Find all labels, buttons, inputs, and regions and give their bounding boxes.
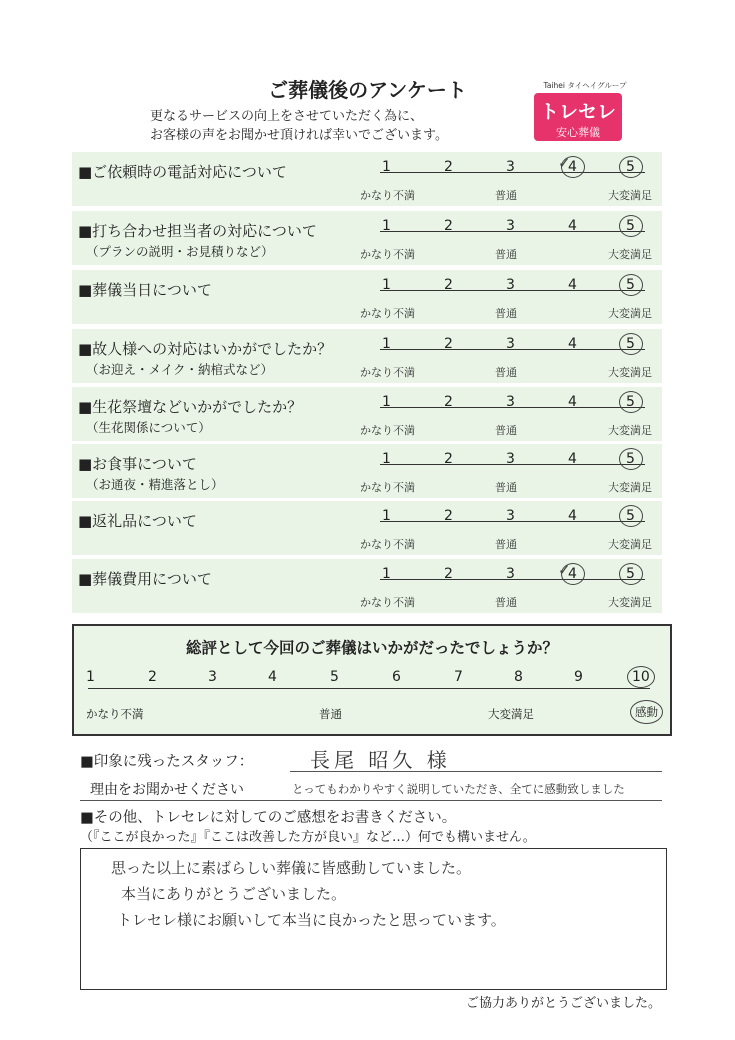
- rating-option-5[interactable]: 5: [626, 394, 635, 410]
- comment-box: [80, 848, 667, 990]
- scale-label-high: 大変満足: [608, 424, 652, 437]
- other-heading: ■その他、トレセレに対してのご感想をお書きください。: [80, 810, 457, 826]
- question-label: ■お食事について: [78, 455, 197, 473]
- question-label: ■生花祭壇などいかがでしたか？: [78, 398, 303, 416]
- rating-option-1[interactable]: 1: [382, 394, 391, 410]
- scale-label-low: かなり不満: [360, 538, 415, 551]
- scale-label-mid: 普通: [495, 189, 517, 202]
- rating-option-4[interactable]: 4: [568, 277, 577, 293]
- question-label: ■ご依頼時の電話対応について: [78, 163, 287, 181]
- question-note: （プランの説明・お見積りなど）: [86, 244, 274, 259]
- scale-label-high: 大変満足: [608, 248, 652, 261]
- overall-label-high: 大変満足: [488, 707, 534, 721]
- brand-logo: [530, 80, 640, 141]
- selected-circle: [619, 215, 643, 237]
- question-row: [72, 387, 662, 441]
- overall-option-1[interactable]: 1: [86, 669, 95, 685]
- scale-label-mid: 普通: [495, 596, 517, 609]
- scale-label-high: 大変満足: [608, 366, 652, 379]
- question-row: [72, 270, 662, 324]
- scale-label-low: かなり不満: [360, 481, 415, 494]
- overall-option-7[interactable]: 7: [454, 669, 463, 685]
- rating-option-3[interactable]: 3: [506, 277, 515, 293]
- question-row: [72, 152, 662, 206]
- staff-underline: [290, 771, 662, 772]
- question-row: [72, 501, 662, 555]
- rating-option-4[interactable]: 4: [568, 336, 577, 352]
- overall-option-10[interactable]: 10: [632, 669, 650, 685]
- question-label: ■打ち合わせ担当者の対応について: [78, 222, 317, 240]
- scale-label-low: かなり不満: [360, 596, 415, 609]
- rating-option-1[interactable]: 1: [382, 218, 391, 234]
- logo-badge: [534, 93, 622, 141]
- cross-mark-icon: ✓: [558, 154, 571, 172]
- selected-circle: [619, 563, 643, 585]
- question-note: （生花関係について）: [86, 420, 211, 435]
- cross-mark-icon: ✓: [558, 561, 571, 579]
- scale-label-low: かなり不満: [360, 189, 415, 202]
- reason-label: 理由をお聞かせください: [90, 782, 244, 798]
- scale-label-mid: 普通: [495, 248, 517, 261]
- question-label: ■葬儀当日について: [78, 281, 212, 299]
- rating-option-1[interactable]: 1: [382, 159, 391, 175]
- scale-label-mid: 普通: [495, 366, 517, 379]
- rating-option-4[interactable]: 4: [568, 566, 577, 582]
- question-label: ■故人様への対応はいかがでしたか？: [78, 340, 333, 358]
- rating-option-5[interactable]: 5: [626, 566, 635, 582]
- selected-circle: [619, 448, 643, 470]
- question-row: [72, 444, 662, 498]
- rating-option-4[interactable]: 4: [568, 508, 577, 524]
- reason-value: とってもわかりやすく説明していただき、全てに感動致しました: [292, 782, 625, 796]
- rating-option-3[interactable]: 3: [506, 159, 515, 175]
- rating-option-2[interactable]: 2: [444, 277, 453, 293]
- overall-label-mid: 普通: [319, 707, 342, 721]
- rating-option-4[interactable]: 4: [568, 218, 577, 234]
- subtitle-line-1: 更なるサービスの向上をさせていただく為に、: [150, 109, 424, 124]
- question-row: [72, 559, 662, 613]
- rating-option-5[interactable]: 5: [626, 508, 635, 524]
- reason-underline: [80, 800, 662, 801]
- rating-option-1[interactable]: 1: [382, 277, 391, 293]
- rating-option-5[interactable]: 5: [626, 218, 635, 234]
- subtitle-line-2: お客様の声をお聞かせ頂ければ幸いでございます。: [150, 128, 448, 143]
- staff-name: 長尾 昭久 様: [310, 748, 451, 772]
- rating-option-2[interactable]: 2: [444, 508, 453, 524]
- scale-label-low: かなり不満: [360, 248, 415, 261]
- logo-tagline: 安心葬儀: [556, 126, 600, 139]
- rating-option-5[interactable]: 5: [626, 159, 635, 175]
- staff-label: ■印象に残ったスタッフ：: [80, 754, 254, 770]
- comment-line-2: 本当にありがとうございました。: [121, 885, 347, 903]
- logo-group-text: Taihei タイヘイグループ: [543, 81, 627, 90]
- rating-option-3[interactable]: 3: [506, 566, 515, 582]
- rating-option-2[interactable]: 2: [444, 451, 453, 467]
- rating-option-3[interactable]: 3: [506, 451, 515, 467]
- overall-selected-circle: [627, 666, 655, 688]
- logo-brand: トレセレ: [539, 101, 616, 123]
- question-row: [72, 329, 662, 383]
- selected-circle: [619, 333, 643, 355]
- rating-option-1[interactable]: 1: [382, 566, 391, 582]
- question-label: ■葬儀費用について: [78, 570, 212, 588]
- overall-option-3[interactable]: 3: [208, 669, 217, 685]
- rating-option-4[interactable]: 4: [568, 451, 577, 467]
- rating-option-3[interactable]: 3: [506, 394, 515, 410]
- scale-label-mid: 普通: [495, 481, 517, 494]
- rating-option-4[interactable]: 4: [568, 394, 577, 410]
- rating-option-1[interactable]: 1: [382, 336, 391, 352]
- rating-option-1[interactable]: 1: [382, 508, 391, 524]
- scale-label-mid: 普通: [495, 538, 517, 551]
- scale-label-low: かなり不満: [360, 424, 415, 437]
- scale-label-high: 大変満足: [608, 481, 652, 494]
- selected-circle: [619, 274, 643, 296]
- rating-option-2[interactable]: 2: [444, 159, 453, 175]
- overall-label-low: かなり不満: [86, 707, 144, 721]
- overall-option-5[interactable]: 5: [330, 669, 339, 685]
- scale-label-mid: 普通: [495, 307, 517, 320]
- scale-label-high: 大変満足: [608, 538, 652, 551]
- overall-scale-line: [88, 688, 650, 689]
- other-note: （『ここが良かった』『ここは改善した方が良い』など…）何でも構いません。: [80, 830, 536, 845]
- comment-line-1: 思った以上に素ばらしい葬儀に皆感動していました。: [111, 859, 472, 877]
- rating-option-2[interactable]: 2: [444, 566, 453, 582]
- rating-option-2[interactable]: 2: [444, 394, 453, 410]
- comment-line-3: トレセレ様にお願いして本当に良かったと思っています。: [117, 911, 506, 929]
- scale-label-low: かなり不満: [360, 307, 415, 320]
- page-title: ご葬儀後のアンケート: [268, 78, 467, 102]
- overall-option-9[interactable]: 9: [574, 669, 583, 685]
- overall-option-4[interactable]: 4: [268, 669, 277, 685]
- footer-thanks: ご協力ありがとうございました。: [466, 996, 662, 1011]
- rating-option-5[interactable]: 5: [626, 451, 635, 467]
- rating-option-2[interactable]: 2: [444, 218, 453, 234]
- selected-circle: [619, 505, 643, 527]
- scale-label-high: 大変満足: [608, 189, 652, 202]
- overall-rating-box: [72, 624, 672, 736]
- rating-option-5[interactable]: 5: [626, 336, 635, 352]
- rating-option-5[interactable]: 5: [626, 277, 635, 293]
- rating-option-2[interactable]: 2: [444, 336, 453, 352]
- rating-option-1[interactable]: 1: [382, 451, 391, 467]
- overall-title: 総評として今回のご葬儀はいかがだったでしょうか？: [185, 639, 558, 657]
- overall-option-8[interactable]: 8: [514, 669, 523, 685]
- question-label: ■返礼品について: [78, 512, 197, 530]
- question-note: （お迎え・メイク・納棺式など）: [86, 362, 274, 377]
- rating-option-3[interactable]: 3: [506, 336, 515, 352]
- question-row: [72, 211, 662, 265]
- scale-label-high: 大変満足: [608, 596, 652, 609]
- overall-option-2[interactable]: 2: [148, 669, 157, 685]
- scale-label-mid: 普通: [495, 424, 517, 437]
- scale-label-high: 大変満足: [608, 307, 652, 320]
- rating-option-3[interactable]: 3: [506, 508, 515, 524]
- overall-option-6[interactable]: 6: [392, 669, 401, 685]
- overall-label-top: 感動: [630, 700, 663, 724]
- scale-label-low: かなり不満: [360, 366, 415, 379]
- rating-option-3[interactable]: 3: [506, 218, 515, 234]
- selected-circle: [619, 156, 643, 178]
- rating-option-4[interactable]: 4: [568, 159, 577, 175]
- selected-circle: [619, 391, 643, 413]
- question-note: （お通夜・精進落とし）: [86, 477, 224, 492]
